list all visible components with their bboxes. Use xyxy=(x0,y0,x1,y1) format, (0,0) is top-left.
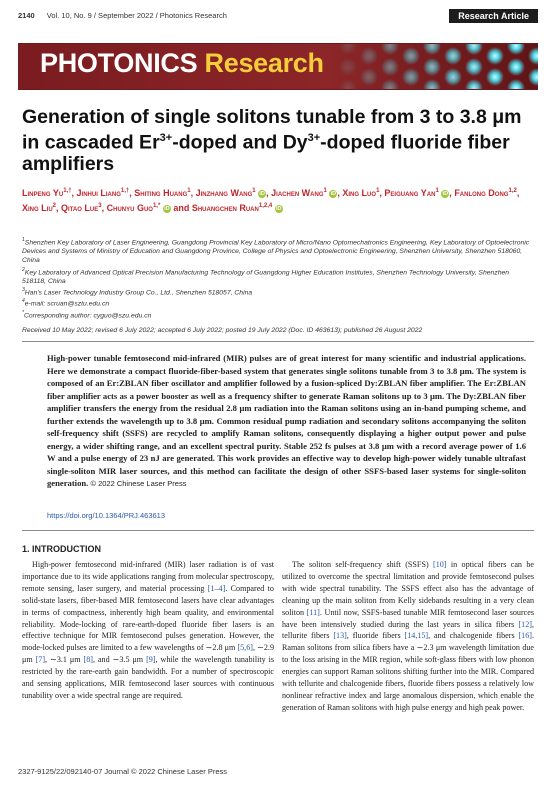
lattice-dot xyxy=(381,58,399,76)
abstract: High-power tunable femtosecond mid-infrared (MIR) pulses are of great interest for many scientific and industrial applications. Here we demonstrate a compact fluoride-fiber-based system that generates single solitons tunable from 3 to 3.8 μm. The system is composed of an Er:ZBLAN fiber oscillator and amplifier followed by a fusion-spliced Dy:ZBLAN fiber amplifier. The Er:ZBLAN fiber amplifier acts as a power booster as well as a frequency shifter to generate Raman solitons up to 3 μm. The Dy:ZBLAN fiber amplifier transfers the energy from the residual 2.8 μm radiation into the Raman solitons using an in-band pumping scheme, and further extends the wavelength up to 3.8 μm. Common residual pump radiation and secondary solitons accompanying the soliton self-frequency shift (SSFS) are recycled to amplify Raman solitons, consequently displaying a higher output power and pulse energy, a wider shifting range, and an excellent spectral purity. Stable 252 fs pulses at 3.8 μm with a record average power of 1.6 W and a pulse energy of 23 nJ are generated. This work provides an effective way to develop high-power widely tunable ultrafast single-soliton MIR laser sources, and this method can facilitate the design of other SSFS-based laser systems for single-soliton generation. © 2022 Chinese Laser Press xyxy=(47,353,526,488)
journal-brand: PHOTONICS Research xyxy=(40,48,324,78)
lattice-dot xyxy=(402,47,420,65)
article-title: Generation of single solitons tunable from 3 to 3.8 μm in cascaded $Er^{3+}$-doped and $Dy^{3+}$-doped fluoride fiber amplifiers xyxy=(22,106,522,175)
author-name: Jiachen Wang$^1$ iD xyxy=(271,188,337,198)
author-name: Qitao Lue$^3$ xyxy=(61,203,102,213)
copyright: © 2022 Chinese Laser Press xyxy=(90,479,187,488)
lattice-dot xyxy=(486,68,504,86)
affiliations xyxy=(22,236,532,320)
author-name: Shiting Huang$^1$ xyxy=(134,188,191,198)
affiliation-line: $^3$Han's Laser Technology Industry Group Co., Ltd., Shenzhen 518057, China xyxy=(22,287,253,297)
author-name: Peiguang Yan$^1$ iD xyxy=(384,188,449,198)
citation-link[interactable]: [14,15] xyxy=(404,631,429,641)
author-name: Xing Liu$^2$ xyxy=(22,203,57,213)
orcid-icon[interactable]: iD xyxy=(259,191,265,197)
lattice-dot xyxy=(486,47,504,65)
citation-link[interactable]: [11] xyxy=(306,607,320,617)
lattice-dot xyxy=(402,68,420,86)
author-list: Linpeng $Yu^{1,\dagger}$, Jinhui Liang$^{1,\dagger}$, Shiting Huang$^1$, Jinzhang Wang$^1$ iD, Jiachen Wang$^1$ iD, Xing Luo$^1$, Peiguang Yan$^1$ iD, Fanlong Dong$^{1,2}$, Xing Liu$^2$, Qitao Lue$^3$, Chunyu Guo$^{1,*}$ iD and Shuangchen Ruan$^{1,2,4}$ iD xyxy=(22,188,520,213)
article-type-badge: Research Article xyxy=(449,9,538,23)
author-name: Jinhui Liang$^{1,\dagger}$ xyxy=(76,188,130,198)
page-footer: 2327-9125/22/092140-07 Journal © 2022 Chinese Laser Press xyxy=(18,767,228,776)
divider xyxy=(22,530,534,531)
journal-banner xyxy=(18,43,538,90)
lattice-dot xyxy=(339,58,357,76)
body-column-right: The soliton self-frequency shift (SSFS) [10] in optical fibers can be utilized to overcome the spectral limitation and provide femtosecond pulses with wide spectral tunability. The SSFS effect also has the advantage of cleaning up the main soliton from Kelly sidebands resulting in a very clean soliton [11]. Until now, SSFS-based tunable MIR femtosecond laser sources have been intensively studied during the last years in silica fibers [12], tellurite fibers [13], fluoride fibers [14,15], and chalcogenide fibers [16]. Raman solitons from silica fibers have a ∼2.3 μm wavelength limitation due to the loss arising in the MIR region, while soft-glass fibers with low phonon energies can support Raman solitons shifting further into the MIR. Compared with tellurite and chalcogenide fibers, fluoride fibers possess a relatively low nonlinear refractive index and large anomalous dispersion, which enable the generation of Raman solitons with high pulse energy and high peak power. xyxy=(282,560,534,712)
citation-link[interactable]: [1–4] xyxy=(207,583,226,593)
affiliation-line: $^4$e-mail: scruan@sztu.edu.cn xyxy=(22,298,110,308)
orcid-icon[interactable]: iD xyxy=(275,206,282,212)
lattice-dot xyxy=(360,68,378,86)
author-name: Fanlong Dong$^{1,2}$ xyxy=(454,188,517,198)
citation-link[interactable]: [16] xyxy=(518,631,532,641)
affiliation-line: $^1$Shenzhen Key Laboratory of Laser Engineering, Guangdong Provincial Key Laboratory of Micro/Nano Optomechatronics Engineering, Key Laboratory of Optoelectronic Devices and Systems of Ministry of Education and Guangdong Province, College of Physics and Optoelectronic Engineering, Shenzhen University, Shenzhen 518060, China xyxy=(22,237,530,265)
affiliation-line: *Corresponding author: cyguo@szu.edu.cn xyxy=(22,309,152,319)
author-name: Chunyu Guo$^{1,*}$ iD xyxy=(106,203,170,213)
citation-link[interactable]: [13] xyxy=(333,631,347,641)
orcid-icon[interactable]: iD xyxy=(164,206,170,212)
author-name: Xing Luo$^1$ xyxy=(342,188,380,198)
citation-link[interactable]: [8] xyxy=(83,655,93,665)
doi-link[interactable]: https://doi.org/10.1364/PRJ.463613 xyxy=(47,511,166,520)
divider xyxy=(22,341,534,342)
citation-link[interactable]: [7] xyxy=(35,655,46,665)
page-number: 2140 xyxy=(18,11,35,20)
lattice-dot xyxy=(444,47,462,65)
citation-link[interactable]: [9] xyxy=(146,655,156,665)
orcid-icon[interactable]: iD xyxy=(442,191,449,197)
lattice-dot xyxy=(465,58,483,76)
citation-link[interactable]: [10] xyxy=(433,560,447,569)
lattice-dot xyxy=(507,58,525,76)
running-header xyxy=(18,11,227,20)
article-dates: Received 10 May 2022; revised 6 July 2022; accepted 6 July 2022; posted 19 July 2022 (Doc. ID 463613); published 26 August 2022 xyxy=(22,327,423,334)
citation-link[interactable]: [5,6] xyxy=(237,643,253,653)
author-name: Shuangchen Ruan$^{1,2,4}$ iD xyxy=(191,203,282,213)
orcid-icon[interactable]: iD xyxy=(330,191,337,197)
body-column-left: High-power femtosecond mid-infrared (MIR) laser radiation is of vast importance due to its wide applications ranging from molecular spectroscopy, remote sensing, laser surgery, and material processing [1–4]. Compared to solid-state lasers, fiber-based MIR femtosecond lasers have clear advantages in terms of compactness, inherently high beam quality, and environmental reliability. Mode-locking of rare-earth-doped fluoride fiber lasers is an effective technique for MIR femtosecond pulses generation. However, the mode-locked pulses are limited to a few wavelengths of ∼2.8 μm [5,6], ∼2.9 μm [7], ∼3.1 μm [8], and ∼3.5 μm [9], while the wavelength tunability is restricted by the rare-earth gain bandwidth. For a number of spectroscopic and sensing applications, MIR femtosecond laser sources with continuous tunability over a wide spectral range are required. xyxy=(22,560,275,700)
section-heading: 1. INTRODUCTION xyxy=(22,544,102,554)
journal-info: Vol. 10, No. 9 / September 2022 / Photonics Research xyxy=(46,11,227,20)
affiliation-line: $^2$Key Laboratory of Advanced Optical Precision Manufacturing Technology of Guangdong Higher Education Institutes, Shenzhen Technology University, Shenzhen 518118, China xyxy=(22,266,510,285)
author-name: Jinzhang Wang$^1$ iD xyxy=(195,188,265,198)
citation-link[interactable]: [12] xyxy=(518,619,532,629)
lattice-dot xyxy=(360,47,378,65)
author-name: Linpeng $Yu^{1,\dagger}$ xyxy=(22,188,72,198)
lattice-dot xyxy=(423,58,441,76)
lattice-dot xyxy=(444,68,462,86)
